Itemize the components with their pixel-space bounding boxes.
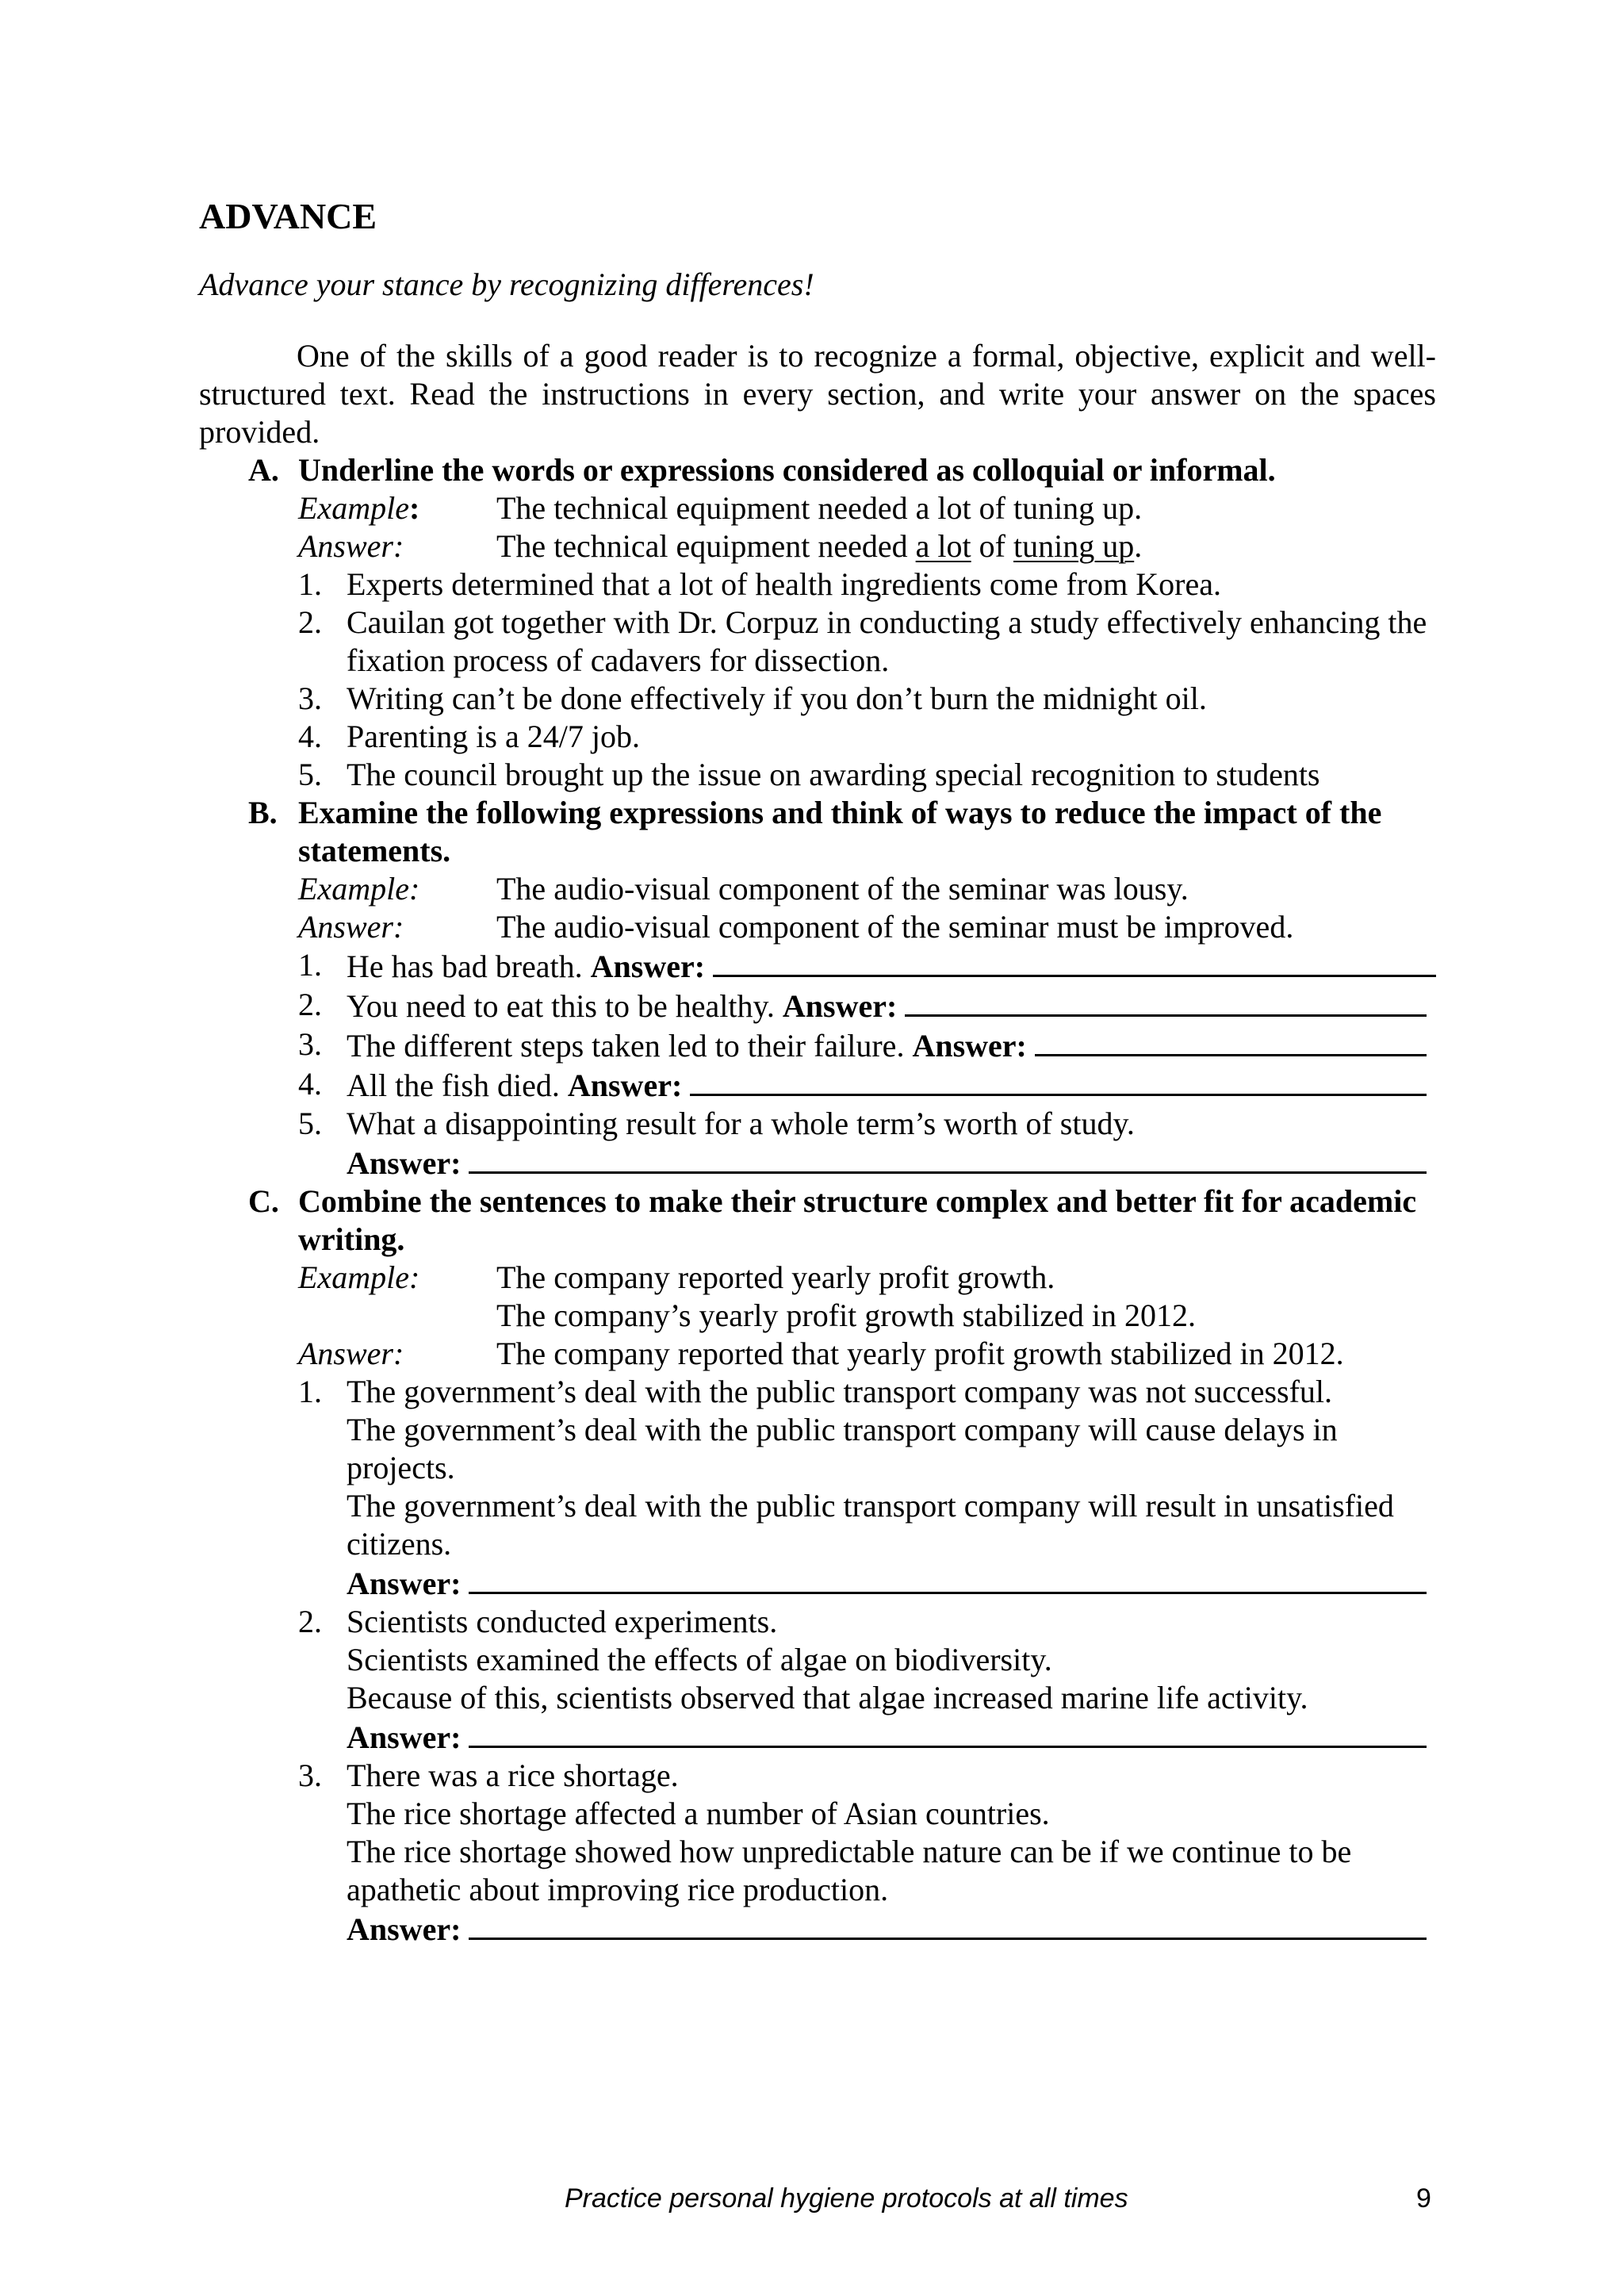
section-letter: C. [248,1183,279,1219]
example-label: Example: [298,1259,420,1295]
example-row [298,489,1436,527]
list-item: 1. Experts determined that a lot of health ingredients come from Korea. [298,566,1221,602]
answer-label: Answer: [347,1719,462,1755]
section-c [199,1182,1436,1949]
answer-text: The audio-visual component of the seminar must be improved. [496,909,1294,945]
answer-row [298,1563,1436,1603]
list-item: 1. He has bad breath. Answer: [298,946,1436,986]
example-text: The technical equipment needed a lot of tuning up. [496,490,1143,526]
section-letter: B. [248,795,278,830]
answer-label: Answer: [298,528,404,564]
list-item: 3. The different steps taken led to their failure. Answer: [298,1025,1436,1065]
list-item: 5. The council brought up the issue on awarding special recognition to students [298,757,1320,792]
answer-row [298,908,1436,946]
answer-row [298,1335,1436,1373]
list-item: 2. You need to eat this to be healthy. Answer: [298,986,1436,1025]
answer-text: The company reported that yearly profit growth stabilized in 2012. [496,1336,1344,1371]
section-title: Combine the sentences to make their structure complex and better fit for academic writing. [298,1183,1417,1257]
answer-label: Answer: [347,1566,462,1601]
answer-blank[interactable] [690,1065,1427,1096]
answer-label: Answer: [590,949,706,984]
example-row [298,1259,1436,1297]
answer-blank[interactable] [1035,1025,1427,1056]
example-label: Example: [298,871,420,907]
answer-label: Answer: [347,1911,462,1947]
answer-label: Answer: [912,1028,1027,1064]
list-item: 3. Writing can’t be done effectively if you don’t burn the midnight oil. [298,680,1207,716]
list-item: 1. The government’s deal with the public transport company was not successful. The government’s deal with the public transport company will cause delays in projects. The government’s deal with the public transport company will result in unsatisfied citizens. [298,1374,1394,1562]
answer-blank[interactable] [469,1563,1427,1594]
underlined-expression: tuning up [1013,528,1135,564]
list-item: 4. All the fish died. Answer: [298,1065,1436,1105]
answer-label: Answer: [347,1145,462,1181]
example-text: The audio-visual component of the seminar was lousy. [496,871,1189,907]
example-label: Example [298,490,409,526]
section-a [199,451,1436,794]
underlined-expression: a lot [915,528,971,564]
section-letter: A. [248,452,279,488]
answer-blank[interactable] [469,1143,1427,1174]
document-page [199,194,1436,1949]
answer-blank[interactable] [469,1717,1427,1748]
page-number: 9 [1416,2183,1431,2214]
answer-label: Answer: [567,1068,683,1103]
answer-row [298,527,1436,565]
list-item: 3. There was a rice shortage. The rice shortage affected a number of Asian countries. The rice shortage showed how unpredictable nature can be if we continue to be apathetic about improving rice production. [298,1757,1352,1907]
list-item: 4. Parenting is a 24/7 job. [298,719,640,754]
section-title: Underline the words or expressions considered as colloquial or informal. [298,452,1276,488]
answer-blank[interactable] [905,986,1427,1017]
answer-label: Answer: [298,1336,404,1371]
section-title: Examine the following expressions and think of ways to reduce the impact of the statements. [298,795,1382,868]
tagline: Advance your stance by recognizing differences! [199,266,814,302]
list-item: 2. Scientists conducted experiments. Scientists examined the effects of algae on biodiversity. Because of this, scientists observed that algae increased marine life activity. [298,1604,1308,1715]
example-row [298,870,1436,908]
answer-row [298,1717,1436,1757]
list-item: 5. What a disappointing result for a whole term’s worth of study. [298,1106,1135,1141]
answer-text: The technical equipment needed a lot of tuning up. [496,528,1143,564]
page-footer [0,2179,1624,2217]
list-item: 2. Cauilan got together with Dr. Corpuz in conducting a study effectively enhancing the fixation process of cadavers for dissection. [298,604,1427,678]
page-heading: ADVANCE [199,196,377,236]
answer-row [298,1909,1436,1949]
answer-blank[interactable] [713,946,1436,977]
answer-label: Answer: [782,988,898,1024]
answer-row [298,1143,1436,1182]
example-colon: : [408,490,420,526]
answer-label: Answer: [298,909,404,945]
footer-text: Practice personal hygiene protocols at all times [565,2183,1128,2214]
section-b [199,794,1436,1182]
intro-text: One of the skills of a good reader is to recognize a formal, objective, explicit and well-structured text. Read the instructions in every section, and write your answer on the spaces provided. [199,338,1436,450]
example-text: The company’s yearly profit growth stabilized in 2012. [496,1297,1197,1333]
intro-paragraph [199,337,1436,451]
answer-blank[interactable] [469,1909,1427,1940]
example-text: The company reported yearly profit growth. [496,1259,1055,1295]
